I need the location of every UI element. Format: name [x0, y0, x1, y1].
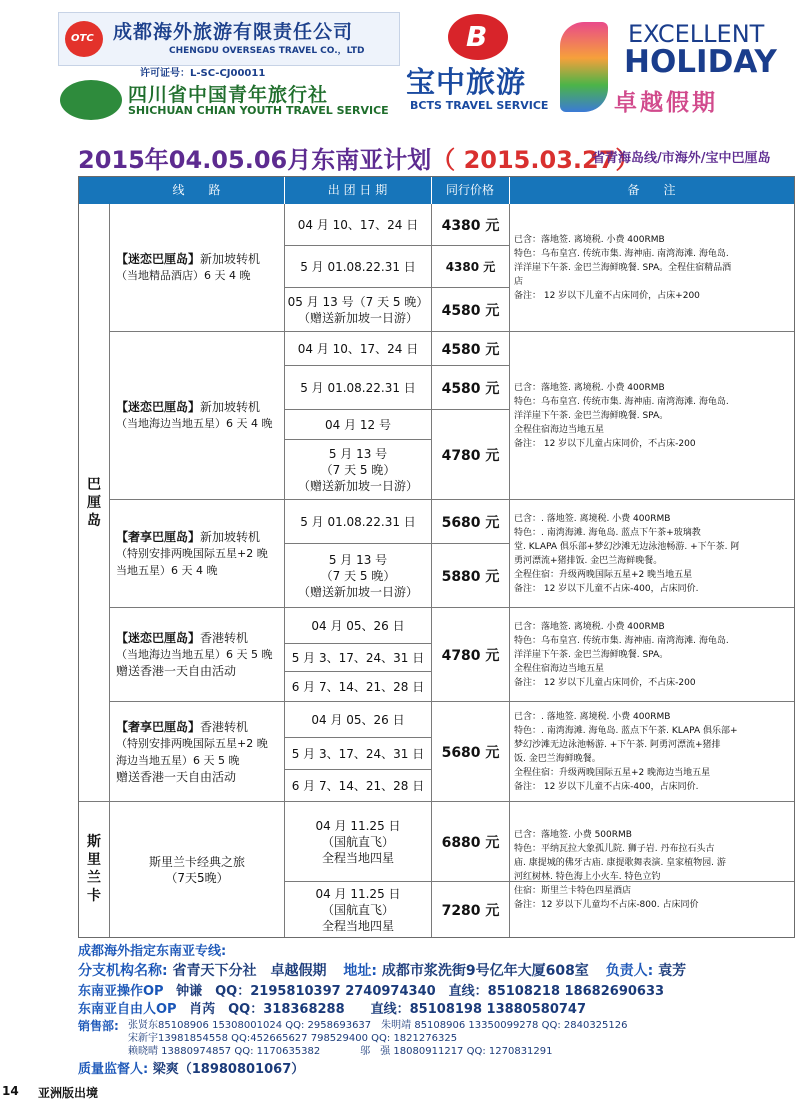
date-cell: 6 月 7、14、21、28 日	[291, 679, 425, 694]
route-transit: 新加坡转机	[200, 529, 261, 544]
footer-heading: 成都海外指定东南亚专线:	[78, 944, 227, 959]
date-cell: 6 月 7、14、21、28 日	[291, 778, 425, 793]
bcts-english-name: BCTS TRAVEL SERVICE	[410, 99, 549, 112]
note-line: 店	[514, 276, 524, 287]
qa-value: 梁爽（18980801067）	[152, 1062, 305, 1077]
sales-line-1: 张贤东85108906 15308001024 QQ: 2958693637 朱明靖 85108906 13350099278 QQ: 2840325126	[128, 1020, 628, 1031]
cyts-english-name: SHICHUAN CHIAN YOUTH TRAVEL SERVICE	[128, 104, 389, 117]
note-line: 河红树林. 特色海上小火车. 特色立钓	[514, 871, 661, 882]
route-1	[110, 204, 284, 331]
title-date: （ 2015.03.27）	[431, 146, 640, 174]
date-line: 5 月 13 号	[328, 552, 388, 567]
address-value: 成都市浆洗街9号亿年大厦608室	[381, 963, 589, 979]
date-line: （赠送新加坡一日游）	[297, 310, 418, 325]
route-extra: 赠送香港一天自由活动	[116, 664, 237, 678]
notes-cell	[510, 608, 794, 701]
date-cell	[285, 288, 431, 331]
note-line: 特色：乌布皇宫. 传统市集. 海神庙. 南湾海滩. 海龟岛.	[514, 248, 729, 259]
note-line: 洋洋崖下午茶. 金巴兰海鲜晚餐. SPA。	[514, 649, 669, 660]
route-4	[110, 608, 284, 701]
date-line: （国航直飞）	[321, 834, 394, 849]
excellent-holiday-chinese: 卓越假期	[614, 90, 718, 116]
price-cell: 4380 元	[445, 260, 496, 274]
date-line: （7 天 5 晚）	[320, 462, 396, 477]
price-cell: 6880 元	[441, 834, 500, 851]
date-cell: 5 月 01.08.22.31 日	[300, 514, 416, 529]
date-cell: 04 月 12 号	[325, 417, 391, 432]
header-dates: 出 团 日 期	[327, 183, 388, 197]
date-cell: 5 月 3、17、24、31 日	[291, 650, 425, 665]
note-line: 特色：平纳瓦拉大象孤儿院. 狮子岩. 丹布拉石头古	[514, 843, 715, 854]
note-line: 特色：. 南湾海滩. 海龟岛. 蓝点下午茶. KLAPA 俱乐部+	[514, 725, 738, 736]
price-cell: 4580 元	[441, 341, 500, 358]
note-line: 全程住宿：升级两晚国际五星+2 晚当地五星	[514, 569, 693, 580]
otc-mark: OTC	[71, 33, 94, 44]
note-line: 庙. 康提城的佛牙古庙. 康提歌舞表演. 皇家植物园. 游	[514, 857, 726, 868]
footer-op2	[78, 998, 586, 1017]
note-line: 已含：落地签. 离境税. 小费 400RMB	[514, 234, 665, 245]
excellent-holiday-line2: HOLIDAY	[624, 44, 777, 80]
itinerary-table	[78, 176, 795, 938]
footer-qa	[78, 1058, 304, 1077]
op2-label: 东南亚自由人OP	[78, 1002, 177, 1017]
header-price: 同行价格	[445, 183, 494, 197]
page-title	[78, 140, 639, 175]
table-header	[79, 177, 794, 204]
date-cell: 04 月 10、17、24 日	[297, 217, 419, 232]
price-cell: 4580 元	[441, 380, 500, 397]
note-line: 备注： 12 岁以下儿童占床同价，不占床-200	[514, 438, 696, 449]
price-cell: 4580 元	[441, 302, 500, 319]
sales-label: 销售部:	[78, 1019, 119, 1033]
branch-label: 分支机构名称:	[78, 963, 168, 979]
note-line: 已含：. 落地签. 离境税. 小费 400RMB	[514, 513, 671, 524]
note-line: 全程住宿海边当地五星	[514, 663, 605, 674]
date-cell: 04 月 05、26 日	[311, 712, 405, 727]
owner-label: 负责人:	[605, 963, 654, 979]
price-cell: 4780 元	[441, 647, 500, 664]
date-cell	[285, 882, 431, 937]
bcts-logo-icon	[448, 14, 508, 60]
bcts-chinese-name: 宝中旅游	[406, 65, 527, 99]
op1-value: 钟谦 QQ：2195810397 2740974340 直线：85108218 18682690633	[176, 984, 665, 999]
page-section-title: 亚洲版出境	[38, 1086, 99, 1100]
note-line: 备注： 12 岁以下儿童不占床同价，占床+200	[514, 290, 700, 301]
logo1-english-name: CHENGDU OVERSEAS TRAVEL CO.，LTD	[169, 46, 365, 56]
route-3	[110, 500, 284, 607]
route-title: 斯里兰卡经典之旅	[148, 854, 245, 869]
note-line: 备注：12 岁以下儿童均不占床-800. 占床同价	[514, 899, 699, 910]
date-cell: 5 月 01.08.22.31 日	[300, 259, 416, 274]
price-cell: 4380 元	[441, 217, 500, 234]
cyts-chinese-name: 四川省中国青年旅行社	[128, 84, 329, 106]
date-cell	[285, 544, 431, 607]
note-line: 梦幻沙滩无边泳池畅游. +下午茶. 阿勇河漂流+猪排	[514, 739, 721, 750]
route-transit: 香港转机	[200, 631, 249, 645]
note-line: 已含：落地签. 离境税. 小费 400RMB	[514, 621, 665, 632]
date-line: 04 月 11.25 日	[315, 886, 401, 901]
date-cell: 5 月 01.08.22.31 日	[300, 380, 416, 395]
note-line: 备注： 12 岁以下儿童不占床-400，占床同价.	[514, 781, 699, 792]
route-2	[110, 332, 284, 499]
note-line: 已含：. 落地签. 离境税. 小费 400RMB	[514, 711, 671, 722]
route-title: 【迷恋巴厘岛】	[116, 631, 201, 645]
sales-line-2: 宋新宇13981854558 QQ:452665627 798529400 QQ: 1821276325	[128, 1033, 458, 1044]
date-line: （7 天 5 晚）	[320, 568, 396, 583]
route-transit: 新加坡转机	[200, 400, 261, 414]
date-cell	[285, 802, 431, 881]
date-line: （赠送新加坡一日游）	[297, 478, 418, 493]
op2-value: 肖芮 QQ：318368288 直线：85108198 13880580747	[189, 1002, 587, 1017]
route-title: 【奢享巴厘岛】	[116, 529, 201, 544]
title-subtitle: 省青海岛线/市海外/宝中巴厘岛	[592, 151, 771, 166]
route-extra: 赠送香港一天自由活动	[116, 769, 237, 784]
note-line: 住宿：斯里兰卡特色四星酒店	[514, 885, 632, 896]
note-line: 已含：落地签. 离境税. 小费 400RMB	[514, 382, 665, 393]
chengdu-overseas-logo	[58, 12, 400, 66]
route-detail: （7天5晚）	[165, 870, 229, 885]
owner-value: 袁芳	[658, 963, 687, 979]
price-cell: 5680 元	[441, 514, 500, 531]
route-transit: 新加坡转机	[200, 252, 261, 266]
date-cell	[285, 440, 431, 499]
footer-op1	[78, 980, 664, 999]
route-title: 【迷恋巴厘岛】	[116, 252, 201, 266]
date-line: 全程当地四星	[321, 918, 394, 933]
title-main: 2015年04.05.06月东南亚计划	[78, 146, 432, 174]
region-srilanka: 斯里兰卡	[87, 834, 101, 904]
note-line: 洋洋崖下午茶. 金巴兰海鲜晚餐. SPA。全程住宿精品酒	[514, 262, 732, 273]
logo1-chinese-name: 成都海外旅游有限责任公司	[113, 21, 354, 43]
excellent-holiday-line1: EXCELLENT	[628, 20, 765, 48]
date-cell: 5 月 3、17、24、31 日	[291, 746, 425, 761]
notes-cell	[510, 702, 794, 801]
route-transit: 香港转机	[200, 719, 249, 734]
date-line: 04 月 11.25 日	[315, 818, 401, 833]
notes-cell	[510, 204, 794, 331]
price-cell: 4780 元	[441, 447, 500, 464]
page-number: 14	[2, 1084, 19, 1098]
region-bali: 巴厘岛	[87, 476, 101, 529]
route-title: 【奢享巴厘岛】	[116, 719, 201, 734]
date-line: 全程当地四星	[321, 850, 394, 865]
note-line: 勇河漂流+猪排饭. 金巴兰海鲜晚餐。	[514, 555, 663, 566]
route-detail: （特别安排两晚国际五星+2 晚当地五星）6 天 4 晚	[116, 546, 268, 577]
otc-logo-icon	[65, 21, 103, 57]
note-line: 已含：落地签. 小费 500RMB	[514, 829, 632, 840]
route-6	[110, 802, 284, 937]
note-line: 饭. 金巴兰海鲜晚餐。	[514, 753, 601, 764]
notes-cell	[510, 802, 794, 937]
address-label: 地址:	[343, 963, 377, 979]
cyts-globe-icon	[60, 80, 122, 120]
route-title: 【迷恋巴厘岛】	[116, 400, 201, 414]
price-cell: 7280 元	[441, 902, 500, 919]
branch-value: 省青天下分社 卓越假期	[172, 963, 327, 979]
note-line: 全程住宿：升级两晚国际五星+2 晚海边当地五星	[514, 767, 711, 778]
date-line: 5 月 13 号	[328, 446, 388, 461]
price-cell: 5880 元	[441, 568, 500, 585]
note-line: 备注： 12 岁以下儿童占床同价，不占床-200	[514, 677, 696, 688]
note-line: 备注： 12 岁以下儿童不占床-400，占床同价.	[514, 583, 699, 594]
notes-cell	[510, 500, 794, 607]
note-line: 特色：乌布皇宫. 传统市集. 海神庙. 南湾海滩. 海龟岛.	[514, 396, 729, 407]
route-detail: （当地海边当地五星）6 天 5 晚	[116, 648, 273, 661]
sales-line-3: 赖晓晴 13880974857 QQ: 1170635382 邬 强 18080911217 QQ: 1270831291	[128, 1046, 553, 1057]
route-detail: （当地海边当地五星）6 天 4 晚	[116, 417, 273, 430]
route-detail: （特别安排两晚国际五星+2 晚海边当地五星）6 天 5 晚	[116, 736, 268, 767]
footer-branch	[78, 960, 686, 980]
route-5	[110, 702, 284, 801]
note-line: 特色：. 南湾海滩. 海龟岛. 蓝点下午茶+玻璃教	[514, 527, 701, 538]
note-line: 洋洋崖下午茶. 金巴兰海鲜晚餐. SPA。	[514, 410, 669, 421]
date-line: 05 月 13 号（7 天 5 晚）	[287, 294, 429, 309]
notes-cell	[510, 332, 794, 499]
price-cell: 5680 元	[441, 744, 500, 761]
license-number: 许可证号：L-SC-CJ00011	[140, 68, 266, 79]
route-detail: （当地精品酒店）6 天 4 晚	[116, 269, 251, 282]
date-cell: 04 月 10、17、24 日	[297, 341, 419, 356]
header-route: 线 路	[172, 183, 221, 197]
qa-label: 质量监督人:	[78, 1062, 149, 1077]
date-line: （赠送新加坡一日游）	[297, 584, 418, 599]
bcts-mark: B	[466, 20, 488, 53]
date-cell: 04 月 05、26 日	[311, 618, 405, 633]
date-line: （国航直飞）	[321, 902, 394, 917]
note-line: 特色：乌布皇宫. 传统市集. 海神庙. 南湾海滩. 海龟岛.	[514, 635, 729, 646]
excellent-holiday-swirl-icon	[560, 22, 608, 112]
op1-label: 东南亚操作OP	[78, 984, 164, 999]
note-line: 全程住宿海边当地五星	[514, 424, 605, 435]
note-line: 堂. KLAPA 俱乐部+梦幻沙滩无边泳池畅游. +下午茶. 阿	[514, 541, 740, 552]
header-notes: 备 注	[627, 183, 676, 197]
